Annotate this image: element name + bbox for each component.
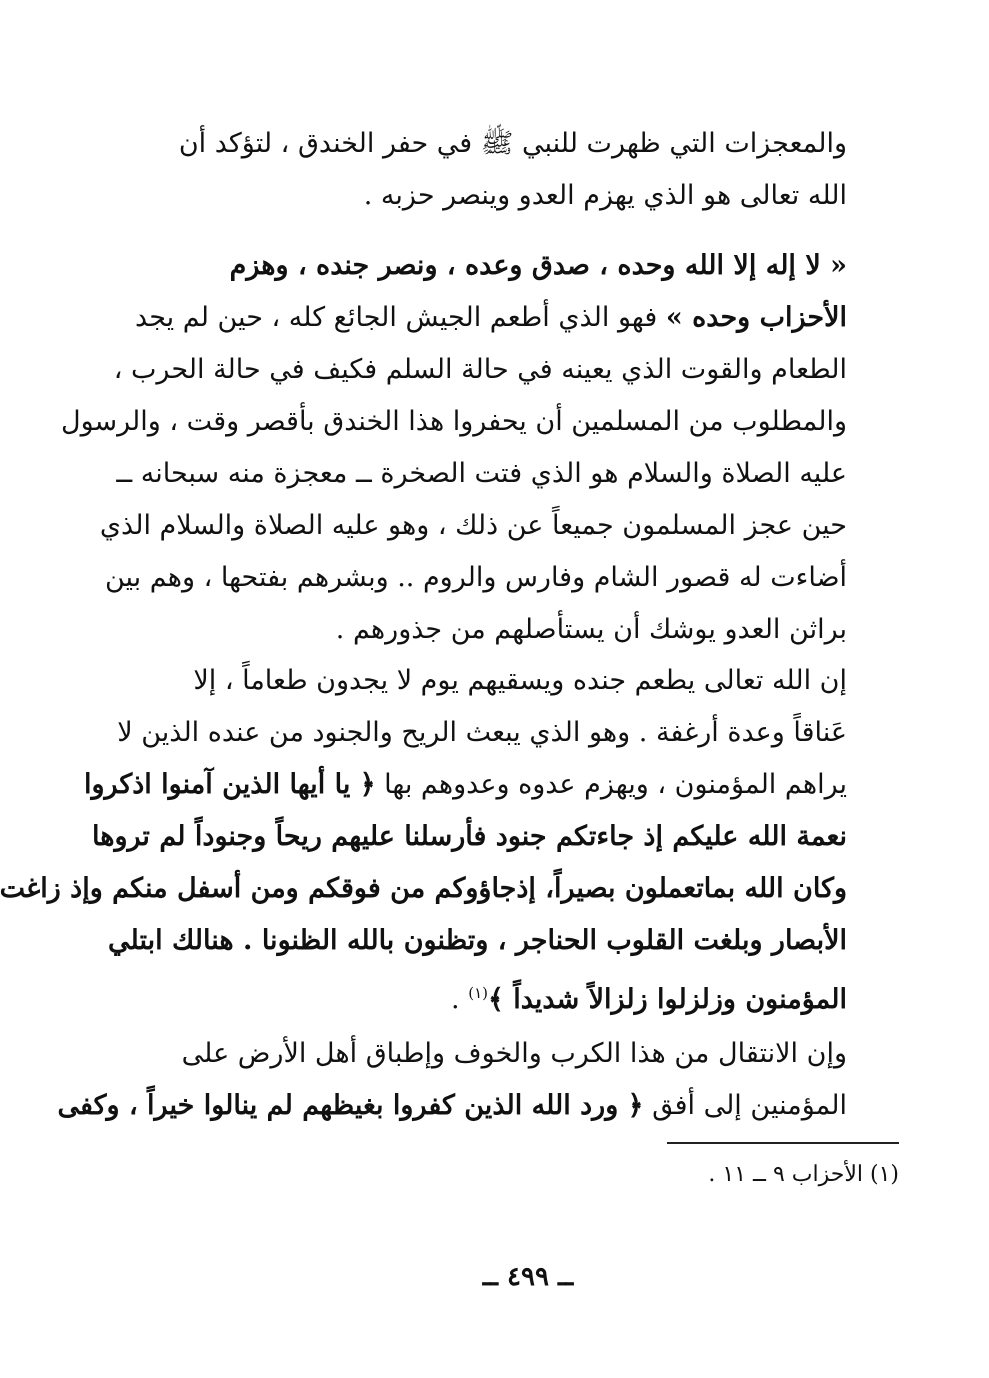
footnote-separator [667, 1142, 899, 1144]
text-run: نعمة الله عليكم إذ جاءتكم جنود فأرسلنا عليهم ريحاً وجنوداً لم تروها [92, 821, 847, 852]
text-line [135, 292, 847, 344]
text-run: الأبصار وبلغت القلوب الحناجر ، وتظنون بالله الظنونا . هنالك ابتلي [108, 925, 847, 956]
text-line [157, 118, 847, 170]
text-line [108, 915, 847, 967]
footnote: (١) الأحزاب ٩ ــ ١١ . [708, 1162, 899, 1187]
paragraph-1 [157, 118, 847, 222]
text-run: براثن العدو يوشك أن يستأصلهم من جذورهم . [335, 614, 847, 645]
text-line [157, 170, 847, 222]
text-run: . [451, 984, 469, 1015]
text-line [60, 396, 847, 448]
text-run: والمطلوب من المسلمين أن يحفروا هذا الخندق بأقصر وقت ، والرسول [60, 406, 847, 437]
text-run: المؤمنون وزلزلوا زلزالاً شديداً ﴾ [487, 984, 847, 1015]
text-run: الله تعالى هو الذي يهزم العدو وينصر حزبه . [363, 180, 847, 211]
footnote-marker: (١) [468, 984, 488, 1002]
paragraph-3 [0, 655, 847, 1026]
text-line [104, 552, 847, 604]
text-line [117, 707, 847, 759]
text-line [92, 811, 847, 863]
text-line [157, 240, 847, 292]
text-run: « لا إله إلا الله وحده ، صدق وعده ، ونصر جنده ، وهزم [229, 250, 847, 281]
text-line [0, 863, 847, 915]
text-line [57, 1080, 847, 1132]
text-run: والمعجزات التي ظهرت للنبي ﷺ في حفر الخندق ، لتؤكد أن [178, 128, 847, 159]
text-run: فهو الذي أطعم الجيش الجائع كله ، حين لم يجد [135, 302, 666, 333]
text-run: إن الله تعالى يطعم جنده ويسقيهم يوم لا يجدون طعاماً ، إلا [193, 665, 847, 696]
text-line [113, 344, 847, 396]
text-run: يراهم المؤمنون ، ويهزم عدوه وعدوهم بها [375, 769, 847, 800]
text-run: الأحزاب وحده » [665, 302, 847, 333]
paragraph-2 [60, 240, 847, 656]
text-run: المؤمنين إلى أفق [643, 1090, 847, 1121]
text-run: عَناقاً وعدة أرغفة . وهو الذي يبعث الريح والجنود من عنده الذين لا [117, 717, 847, 748]
text-run: الطعام والقوت الذي يعينه في حالة السلم فكيف في حالة الحرب ، [113, 354, 847, 385]
text-run: عليه الصلاة والسلام هو الذي فتت الصخرة ــ معجزة منه سبحانه ــ [116, 458, 847, 489]
text-line [83, 759, 847, 811]
text-run: ﴿ ورد الله الذين كفروا بغيظهم لم ينالوا خيراً ، وكفى [57, 1090, 644, 1121]
text-run: وكان الله بماتعملون بصيراً، إذجاؤوكم من فوقكم ومن أسفل منكم وإذ زاغت [0, 873, 847, 904]
text-line [99, 500, 847, 552]
text-line [116, 448, 847, 500]
text-line [157, 604, 847, 656]
text-line [157, 1028, 847, 1080]
text-line [157, 655, 847, 707]
text-line [157, 967, 847, 1026]
page-number: ــ ٤٩٩ ــ [482, 1262, 574, 1292]
text-run: أضاءت له قصور الشام وفارس والروم .. وبشرهم بفتحها ، وهم بين [104, 562, 847, 593]
paragraph-4 [57, 1028, 847, 1132]
text-run: وإن الانتقال من هذا الكرب والخوف وإطباق أهل الأرض على [181, 1038, 847, 1069]
text-run: ﴿ يا أيها الذين آمنوا اذكروا [83, 769, 376, 800]
text-run: حين عجز المسلمون جميعاً عن ذلك ، وهو عليه الصلاة والسلام الذي [99, 510, 847, 541]
